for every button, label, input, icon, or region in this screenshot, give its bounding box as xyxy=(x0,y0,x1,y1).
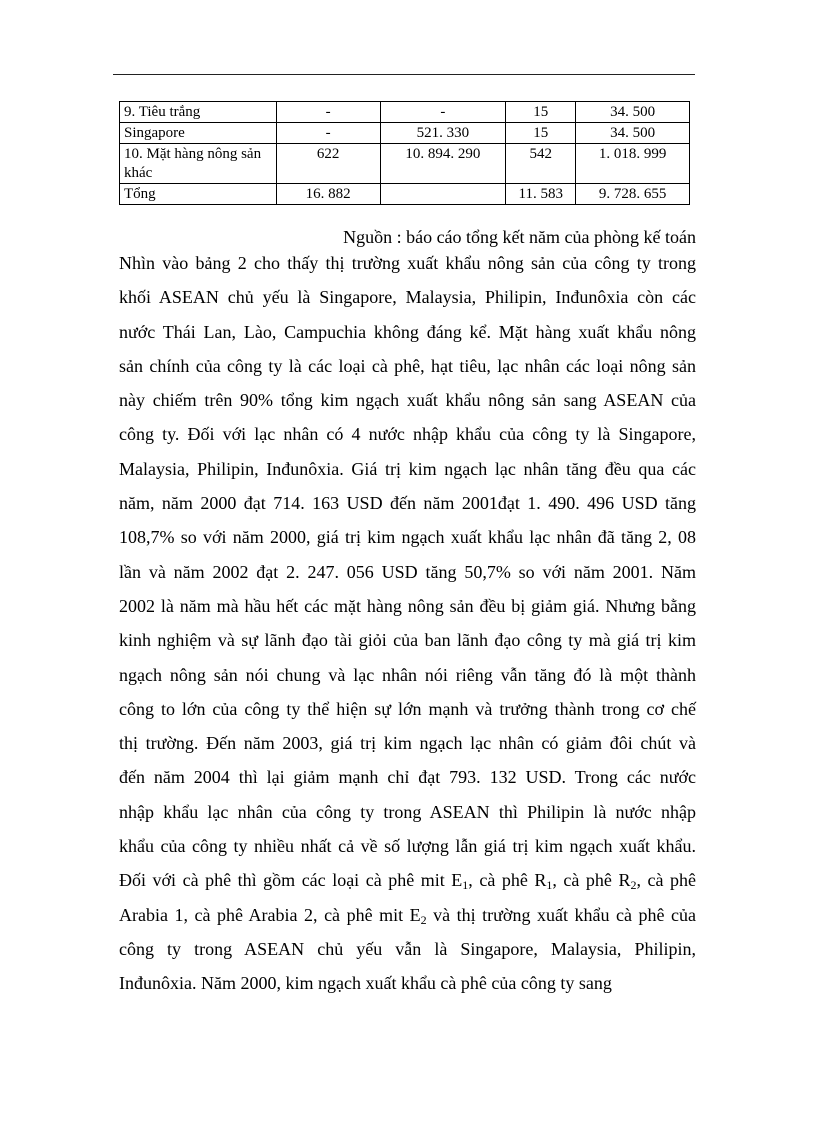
table-cell: 15 xyxy=(506,102,576,123)
text-line: khối ASEAN chủ yếu là Singapore, Malaysia, Philipin, Inđunôxia còn các xyxy=(119,287,696,308)
table-cell: 16. 882 xyxy=(276,184,380,205)
text-line: nhập khẩu lạc nhân của công ty trong ASEAN thì Philipin là nước nhập xyxy=(119,801,696,822)
header-rule xyxy=(113,74,695,75)
text-line: 108,7% so với năm 2000, giá trị kim ngạch xuất khẩu lạc nhân đã tăng 2, 08 xyxy=(119,527,696,548)
subscript: 1 xyxy=(546,878,553,893)
table-cell: Tổng xyxy=(120,184,277,205)
table-cell: 10. Mặt hàng nông sản khác xyxy=(120,144,277,184)
source-note: Nguồn : báo cáo tổng kết năm của phòng kế toán xyxy=(343,227,696,247)
table-cell: - xyxy=(276,102,380,123)
table-row xyxy=(120,123,690,144)
subscript: 2 xyxy=(420,912,427,927)
table-cell: 521. 330 xyxy=(380,123,506,144)
table-cell: 542 xyxy=(506,144,576,184)
text-line: công ty. Đối với lạc nhân có 4 nước nhập khẩu của công ty là Singapore, xyxy=(119,424,696,445)
table-cell: 34. 500 xyxy=(576,102,690,123)
text-line: Malaysia, Philipin, Inđunôxia. Giá trị kim ngạch lạc nhân tăng đều qua các xyxy=(119,458,696,479)
text-run: và thị trường xuất khẩu cà phê của xyxy=(426,904,696,925)
table-row xyxy=(120,184,690,205)
text-line: lần và năm 2002 đạt 2. 247. 056 USD tăng 50,7% so với năm 2001. Năm xyxy=(119,561,696,582)
text-line: sản chính của công ty là các loại cà phê, hạt tiêu, lạc nhân các loại nông sản xyxy=(119,355,696,376)
table-cell: - xyxy=(380,102,506,123)
text-line: khẩu của công ty nhiều nhất cả về số lượng lẫn giá trị kim ngạch xuất khẩu. xyxy=(119,836,696,857)
table-cell: Singapore xyxy=(120,123,277,144)
text-run: , cà phê R xyxy=(468,870,547,891)
text-line: ngạch nông sản nói chung và lạc nhân nói riêng vẫn tăng đó là một thành xyxy=(119,664,696,685)
table-cell: 1. 018. 999 xyxy=(576,144,690,184)
table-cell: 622 xyxy=(276,144,380,184)
text-line: 2002 là năm mà hầu hết các mặt hàng nông sản đều bị giảm giá. Nhưng bằng xyxy=(119,595,696,616)
text-run: Đối với cà phê thì gồm các loại cà phê mit E xyxy=(119,870,463,891)
text-run: , cà phê R xyxy=(552,870,631,891)
text-line: nước Thái Lan, Lào, Campuchia không đáng kể. Mặt hàng xuất khẩu nông xyxy=(119,321,696,342)
text-line: năm, năm 2000 đạt 714. 163 USD đến năm 2001đạt 1. 490. 496 USD tăng xyxy=(119,493,696,514)
table-cell: 15 xyxy=(506,123,576,144)
text-line: Nhìn vào bảng 2 cho thấy thị trường xuất khẩu nông sản của công ty trong xyxy=(119,253,696,273)
table-cell: 34. 500 xyxy=(576,123,690,144)
text-line: thị trường. Đến năm 2003, giá trị kim ngạch lạc nhân có giảm đôi chút và xyxy=(119,733,696,754)
table-cell xyxy=(380,184,506,205)
text-run: , cà phê xyxy=(636,870,696,891)
text-line: công ty trong ASEAN chủ yếu vẫn là Singapore, Malaysia, Philipin, xyxy=(119,938,696,959)
subscript: 1 xyxy=(462,878,469,893)
subscript: 2 xyxy=(630,878,637,893)
table-cell: - xyxy=(276,123,380,144)
table-row xyxy=(120,144,690,184)
table-cell: 9. Tiêu trắng xyxy=(120,102,277,123)
text-line: này chiếm trên 90% tổng kim ngạch xuất khẩu nông sản sang ASEAN của xyxy=(119,390,696,411)
table-cell: 9. 728. 655 xyxy=(576,184,690,205)
text-run: Arabia 1, cà phê Arabia 2, cà phê mit E xyxy=(119,904,421,925)
body-paragraph xyxy=(119,246,696,1001)
export-table xyxy=(119,101,690,205)
text-line: kinh nghiệm và sự lãnh đạo tài giỏi của ban lãnh đạo công ty mà giá trị kim xyxy=(119,630,696,651)
text-line: công to lớn của công ty thể hiện sự lớn mạnh và trưởng thành trong cơ chế xyxy=(119,698,696,719)
text-line: đến năm 2004 thì lại giảm mạnh chỉ đạt 793. 132 USD. Trong các nước xyxy=(119,767,696,788)
text-line-coffee-types xyxy=(119,863,696,897)
text-line-arabia xyxy=(119,898,696,932)
table-row xyxy=(120,102,690,123)
text-line: Inđunôxia. Năm 2000, kim ngạch xuất khẩu cà phê của công ty sang xyxy=(119,973,612,994)
table-cell: 11. 583 xyxy=(506,184,576,205)
table-cell: 10. 894. 290 xyxy=(380,144,506,184)
